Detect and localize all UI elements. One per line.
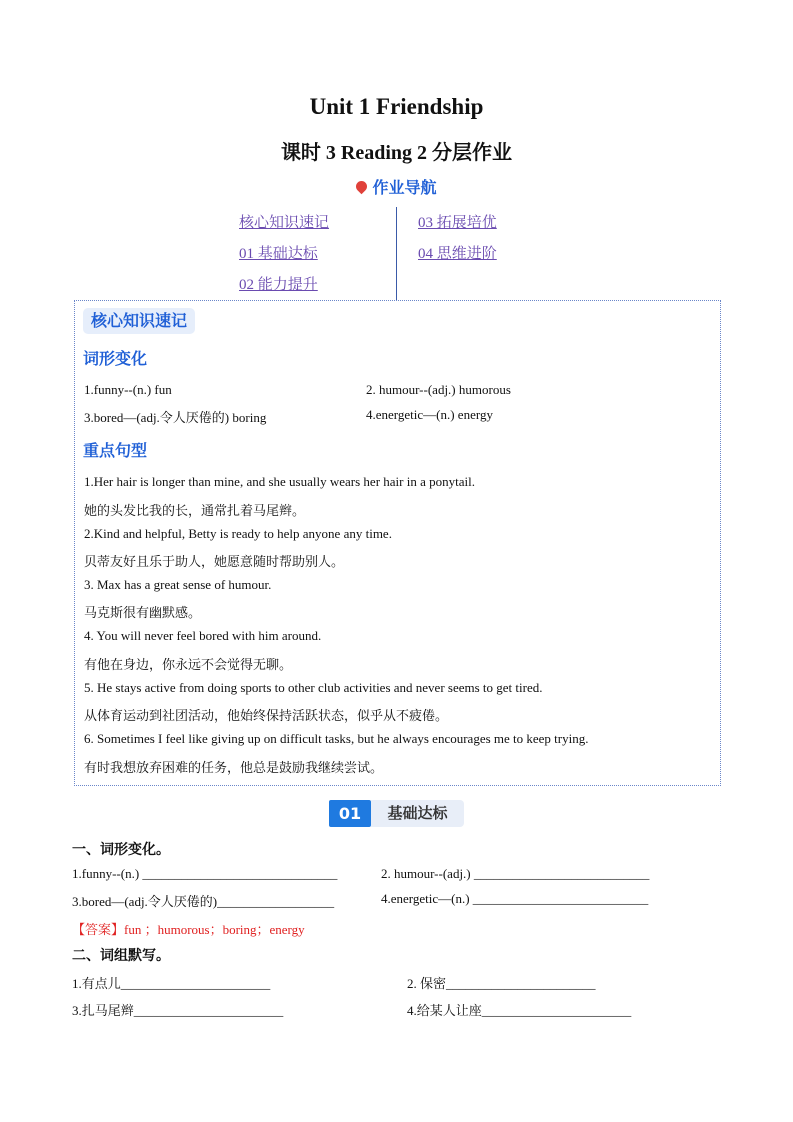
question-2-heading: 二、词组默写。: [72, 948, 170, 964]
nav-link-core[interactable]: 核心知识速记: [239, 215, 330, 231]
nav-heading-text: 作业导航: [372, 178, 437, 197]
sentence-en: 3. Max has a great sense of humour.: [84, 577, 272, 592]
answer-text: 【答案】fun ；humorous；boring；energy: [72, 922, 305, 937]
fill-blank-item: 3.bored—(adj.令人厌倦的)__________________: [72, 894, 335, 909]
nav-link-02[interactable]: 02 能力提升: [239, 277, 318, 293]
nav-link-01[interactable]: 01 基础达标: [239, 246, 318, 262]
sentence-zh: 有时我想放弃困难的任务，他总是鼓励我继续尝试。: [84, 760, 384, 775]
word-form-item: 1.funny--(n.) fun: [84, 382, 172, 397]
sentence-zh: 贝蒂友好且乐于助人，她愿意随时帮助别人。: [84, 554, 345, 569]
location-pin-icon: [354, 179, 370, 195]
sentence-zh: 从体育运动到社团活动，他始终保持活跃状态，似乎从不疲倦。: [84, 708, 449, 723]
fill-blank-item: 4.给某人让座_______________________: [407, 1003, 632, 1018]
section-label: 基础达标: [371, 800, 464, 827]
word-form-item: 2. humour--(adj.) humorous: [366, 382, 511, 397]
fill-blank-item: 1.funny--(n.) ______________________________: [72, 866, 338, 881]
word-form-item: 3.bored—(adj.令人厌倦的) boring: [84, 410, 267, 425]
section-01-badge: [329, 800, 464, 827]
knowledge-tag: 核心知识速记: [83, 308, 195, 334]
fill-blank-item: 2. humour--(adj.) ___________________________: [381, 866, 650, 881]
fill-blank-item: 3.扎马尾辫_______________________: [72, 1003, 284, 1018]
fill-blank-item: 4.energetic—(n.) ___________________________: [381, 891, 649, 906]
sentence-en: 1.Her hair is longer than mine, and she usually wears her hair in a ponytail.: [84, 474, 475, 489]
sentence-zh: 马克斯很有幽默感。: [84, 605, 202, 620]
fill-blank-item: 2. 保密_______________________: [407, 976, 596, 991]
fill-blank-item: 1.有点儿_______________________: [72, 976, 271, 991]
nav-divider: [396, 207, 397, 300]
section-number: 01: [329, 800, 371, 827]
page-title: Unit 1 Friendship: [309, 94, 484, 119]
nav-link-04[interactable]: 04 思维进阶: [418, 246, 497, 262]
nav-heading: [0, 175, 793, 198]
word-form-item: 4.energetic—(n.) energy: [366, 407, 493, 422]
sentence-zh: 她的头发比我的长，通常扎着马尾辫。: [84, 503, 306, 518]
sentence-en: 2.Kind and helpful, Betty is ready to help anyone any time.: [84, 526, 392, 541]
sentence-en: 5. He stays active from doing sports to other club activities and never seems to get tired.: [84, 680, 543, 695]
question-1-heading: 一、词形变化。: [72, 842, 170, 858]
sentence-en: 4. You will never feel bored with him around.: [84, 628, 322, 643]
sentence-en: 6. Sometimes I feel like giving up on difficult tasks, but he always encourages me to keep trying.: [84, 731, 589, 746]
page-subtitle: 课时 3 Reading 2 分层作业: [280, 142, 513, 164]
word-forms-heading: 词形变化: [83, 349, 148, 368]
nav-link-03[interactable]: 03 拓展培优: [418, 215, 497, 231]
key-sentences-heading: 重点句型: [83, 441, 148, 460]
sentence-zh: 有他在身边，你永远不会觉得无聊。: [84, 657, 293, 672]
